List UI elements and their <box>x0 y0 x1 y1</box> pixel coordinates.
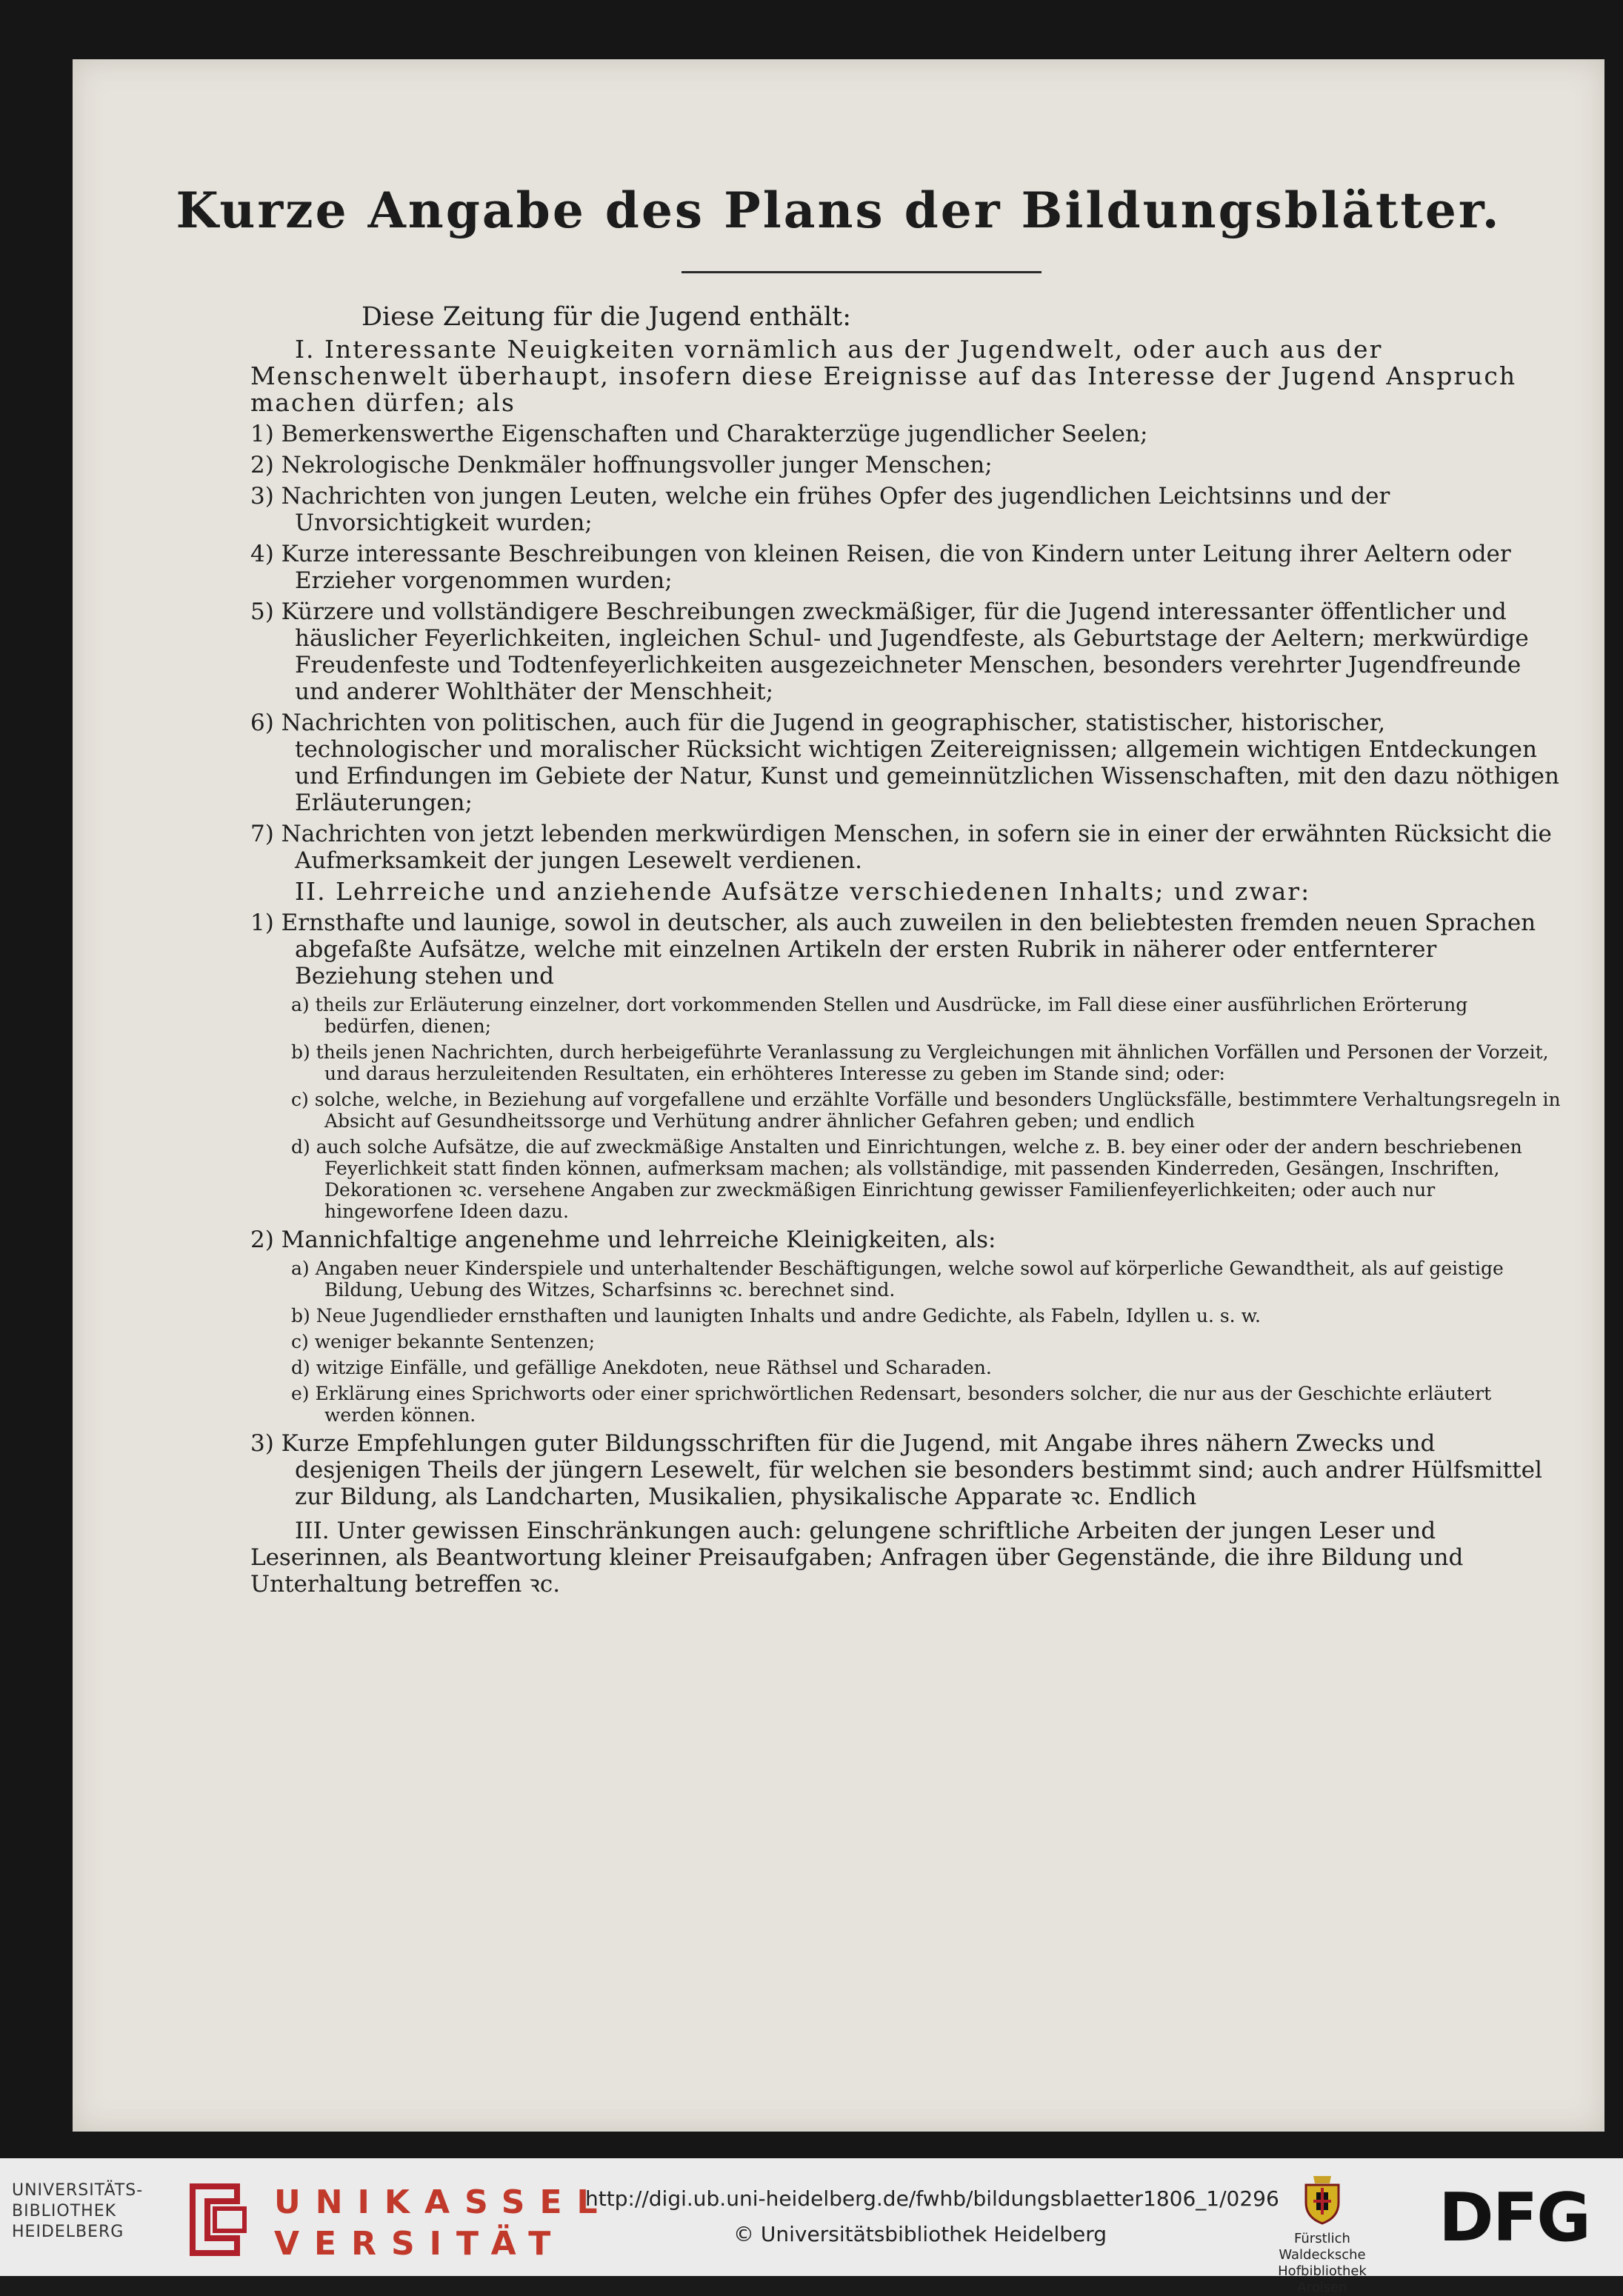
section-1-item: 3) Nachrichten von jungen Leuten, welche ein frühes Opfer des jugendlichen Leichtsinns und der Unvorsichtigkeit wurden; <box>250 483 1390 536</box>
section-2-item: 1) Ernsthafte und launige, sowol in deutscher, als auch zuweilen in den beliebtesten fremden neuen Sprachen abgefaßte Aufsätze, welche mit einzelnen Artikeln der ersten Rubrik in näherer oder entfernterer Beziehung stehen und <box>250 910 1536 990</box>
document-page <box>73 59 1604 2132</box>
kassel-logo-line: VERSITÄT <box>274 2225 566 2263</box>
arolsen-name-line: Fürstlich Waldecksche <box>1279 2231 1366 2263</box>
section-2-subitem: c) solche, welche, in Beziehung auf vorgefallene und erzählte Vorfälle und besonders Unglücksfälle, bestimmtere Verhaltungsregeln in Absicht auf Gesundheitssorge und Verhütung andrer ähnlicher Gefahren geben; und endlich <box>291 1089 1561 1132</box>
section-2-item: 2) Mannichfaltige angenehme und lehrreiche Kleinigkeiten, als: <box>250 1227 996 1253</box>
uni-kassel-logo[interactable] <box>274 2182 613 2265</box>
arolsen-name-line: Hofbibliothek Arolsen <box>1278 2263 1367 2295</box>
section-2-subitem: c) weniger bekannte Sentenzen; <box>291 1331 595 1352</box>
section-2-subitem: a) theils zur Erläuterung einzelner, dort vorkommenden Stellen und Ausdrücke, im Fall diese einer ausführlichen Erörterung bedürfen, dienen; <box>291 994 1468 1037</box>
section-2-subitem: b) Neue Jugendlieder ernsthaften und launigten Inhalts und andre Gedichte, als Fabeln, Idyllen u. s. w. <box>291 1305 1261 1326</box>
section-1-item: 4) Kurze interessante Beschreibungen von kleinen Reisen, die von Kindern unter Leitung ihrer Aeltern oder Erzieher vorgenommen wurden; <box>250 541 1511 594</box>
section-2-subitem: a) Angaben neuer Kinderspiele und unterhaltender Beschäftigungen, welche sowol auf körperliche Gewandtheit, als auf geistige Bildung, Uebung des Witzes, Scharfsinns ꝛc. berechnet sind. <box>291 1258 1504 1301</box>
section-2-subitem: d) witzige Einfälle, und gefällige Anekdoten, neue Räthsel und Scharaden. <box>291 1357 992 1378</box>
permalink-url[interactable]: http://digi.ub.uni-heidelberg.de/fwhb/bildungsblaetter1806_1/0296 <box>585 2186 1279 2211</box>
section-2-item: 3) Kurze Empfehlungen guter Bildungsschriften für die Jugend, mit Angabe ihres nähern Zwecks und desjenigen Theils der jüngern Lesewelt, für welchen sie besonders bestimmt sind; auch andrer Hülfsmittel zur Bildung, als Landcharten, Musikalien, physikalische Apparate ꝛc. Endlich <box>250 1430 1542 1510</box>
section-1-item: 1) Bemerkenswerthe Eigenschaften und Charakterzüge jugendlicher Seelen; <box>250 421 1148 447</box>
library-emblem-icon <box>178 2179 252 2263</box>
heidelberg-library-logo[interactable] <box>12 2180 169 2243</box>
dfg-logo[interactable]: DFG <box>1439 2179 1590 2257</box>
section-2-lead: II. Lehrreiche und anziehende Aufsätze verschiedenen Inhalts; und zwar: <box>295 877 1311 906</box>
footer-bar <box>0 2158 1623 2295</box>
copyright-notice: © Universitätsbibliothek Heidelberg <box>733 2222 1107 2246</box>
section-2-subitem: d) auch solche Aufsätze, die auf zweckmäßige Anstalten und Einrichtungen, welche z. B. bey einer oder der andern beschriebenen Feyerlichkeit statt finden können, aufmerksam machen; als vollständige, mit passenden Kinderreden, Gesängen, Inschriften, Dekorationen ꝛc. versehene Angaben zur zweckmäßigen Einrichtung gewisser Familienfeyerlichkeiten; oder auch nur hingeworfene Ideen dazu. <box>291 1136 1522 1222</box>
intro-line: Diese Zeitung für die Jugend enthält: <box>361 302 852 332</box>
coat-of-arms-icon <box>1300 2173 1344 2225</box>
section-2-subitem: b) theils jenen Nachrichten, durch herbeigeführte Veranlassung zu Vergleichungen mit ähnlichen Vorfällen und Personen der Vorzeit, und daraus herzuleitenden Resultaten, ein erhöhteres Interesse zu geben im Stande sind; oder: <box>291 1041 1549 1084</box>
section-1-item: 2) Nekrologische Denkmäler hoffnungsvoller junger Menschen; <box>250 452 993 478</box>
section-1-item: 6) Nachrichten von politischen, auch für die Jugend in geographischer, statistischer, historischer, technologischer und moralischer Rücksicht wichtigen Zeitereignissen; allgemein wichtigen Entdeckungen und Erfindungen im Gebiete der Natur, Kunst und gemeinnützlichen Wissenschaften, mit den dazu nöthigen Erläuterungen; <box>250 710 1559 816</box>
section-1-item: 5) Kürzere und vollständigere Beschreibungen zweckmäßiger, für die Jugend interessanter öffentlicher und häuslicher Feyerlichkeiten, ingleichen Schul- und Jugendfeste, als Geburtstage der Aeltern; merkwürdige Freudenfeste und Todtenfeyerlichkeiten ausgezeichneter Menschen, besonders verehrter Jugendfreunde und anderer Wohlthäter der Menschheit; <box>250 598 1529 705</box>
library-name-line: UNIVERSITÄTS- <box>12 2181 144 2200</box>
library-name-line: HEIDELBERG <box>12 2223 124 2241</box>
library-name-line: BIBLIOTHEK <box>12 2202 117 2220</box>
section-2-subitem: e) Erklärung eines Sprichworts oder einer sprichwörtlichen Redensart, besonders solcher, die nur aus der Geschichte erläutert werden können. <box>291 1383 1492 1426</box>
page-title: Kurze Angabe des Plans der Bildungsblätter. <box>176 181 1502 239</box>
section-3: III. Unter gewissen Einschränkungen auch: gelungene schriftliche Arbeiten der jungen Leser und Leserinnen, als Beantwortung kleiner Preisaufgaben; Anfragen über Gegenstände, die ihre Bildung und Unterhaltung betreffen ꝛc. <box>250 1518 1464 1598</box>
document-body <box>250 304 1562 1598</box>
kassel-logo-line: UNIKASSEL <box>274 2183 613 2221</box>
section-1-item: 7) Nachrichten von jetzt lebenden merkwürdigen Menschen, in sofern sie in einer der erwähnten Rücksicht die Aufmerksamkeit der jungen Lesewelt verdienen. <box>250 821 1552 874</box>
section-1-lead: I. Interessante Neuigkeiten vornämlich aus der Jugendwelt, oder auch aus der Menschenwelt überhaupt, insofern diese Ereignisse auf das Interesse der Jugend Anspruch machen dürfen; als <box>250 335 1517 417</box>
arolsen-library-logo[interactable] <box>1274 2173 1370 2296</box>
title-divider <box>681 271 1042 273</box>
